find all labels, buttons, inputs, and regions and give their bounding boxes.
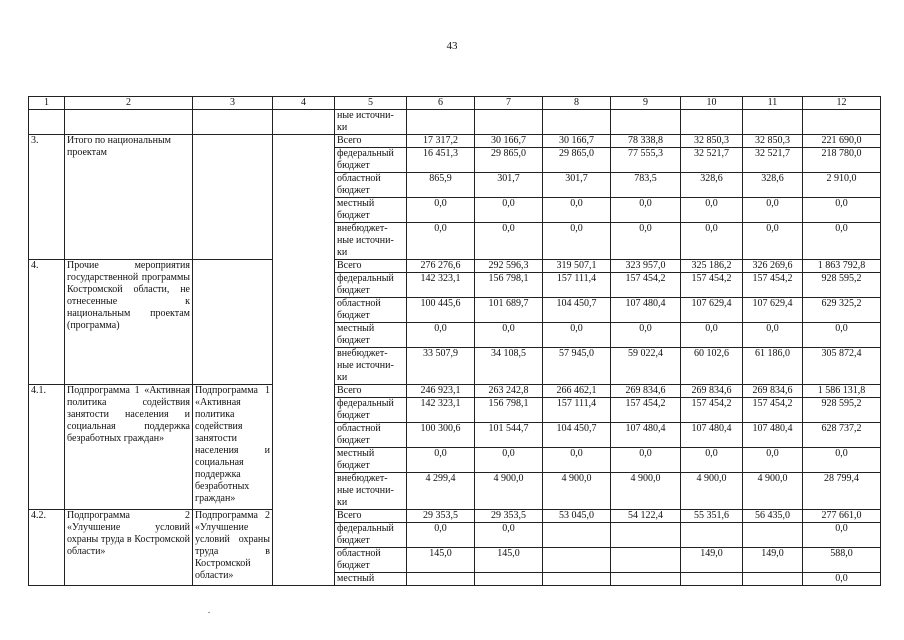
value-cell: 292 596,3 bbox=[475, 260, 543, 273]
value-cell: 28 799,4 bbox=[803, 473, 881, 510]
value-cell bbox=[681, 523, 743, 548]
table-body bbox=[29, 110, 881, 586]
value-cell: 32 850,3 bbox=[681, 135, 743, 148]
value-cell: 328,6 bbox=[743, 173, 803, 198]
value-cell bbox=[543, 110, 611, 135]
value-cell: 928 595,2 bbox=[803, 273, 881, 298]
value-cell: 301,7 bbox=[475, 173, 543, 198]
value-cell: 4 900,0 bbox=[681, 473, 743, 510]
column-4-cell bbox=[273, 135, 335, 586]
value-cell: 107 480,4 bbox=[611, 298, 681, 323]
value-cell: 30 166,7 bbox=[543, 135, 611, 148]
col-header: 10 bbox=[681, 97, 743, 110]
value-cell: 60 102,6 bbox=[681, 348, 743, 385]
value-cell: 61 186,0 bbox=[743, 348, 803, 385]
name-cell: Подпрограмма 1 «Активная политика содействия занятости населения и социальная поддержка безработных граждан» bbox=[65, 385, 193, 510]
row-index-cell: 4.2. bbox=[29, 510, 65, 586]
value-cell: 29 353,5 bbox=[407, 510, 475, 523]
value-cell: 157 111,4 bbox=[543, 398, 611, 423]
funding-source-cell: областной бюджет bbox=[335, 173, 407, 198]
executor-cell: Подпрограмма 2 «Улучшение условий охраны труда в Костромской области» bbox=[193, 510, 273, 586]
executor-cell bbox=[193, 260, 273, 385]
value-cell: 156 798,1 bbox=[475, 273, 543, 298]
value-cell: 4 900,0 bbox=[743, 473, 803, 510]
value-cell: 301,7 bbox=[543, 173, 611, 198]
value-cell bbox=[543, 548, 611, 573]
value-cell: 0,0 bbox=[803, 198, 881, 223]
col-header: 3 bbox=[193, 97, 273, 110]
value-cell: 0,0 bbox=[611, 323, 681, 348]
value-cell: 269 834,6 bbox=[611, 385, 681, 398]
value-cell: 57 945,0 bbox=[543, 348, 611, 385]
name-cell bbox=[65, 110, 193, 135]
value-cell: 157 454,2 bbox=[743, 398, 803, 423]
value-cell: 157 454,2 bbox=[611, 398, 681, 423]
col-header: 6 bbox=[407, 97, 475, 110]
value-cell bbox=[743, 573, 803, 586]
value-cell: 277 661,0 bbox=[803, 510, 881, 523]
value-cell: 100 445,6 bbox=[407, 298, 475, 323]
value-cell bbox=[611, 573, 681, 586]
value-cell: 218 780,0 bbox=[803, 148, 881, 173]
value-cell: 145,0 bbox=[407, 548, 475, 573]
value-cell: 0,0 bbox=[743, 223, 803, 260]
table-row bbox=[29, 135, 881, 148]
value-cell: 34 108,5 bbox=[475, 348, 543, 385]
value-cell bbox=[743, 523, 803, 548]
value-cell: 0,0 bbox=[543, 448, 611, 473]
value-cell: 104 450,7 bbox=[543, 298, 611, 323]
value-cell: 145,0 bbox=[475, 548, 543, 573]
name-cell: Прочие мероприятия государственной программы Костромской области, не отнесенные к национальным проектам (программа) bbox=[65, 260, 193, 385]
col-header: 2 bbox=[65, 97, 193, 110]
value-cell: 4 900,0 bbox=[611, 473, 681, 510]
value-cell: 4 900,0 bbox=[543, 473, 611, 510]
funding-source-cell: Всего bbox=[335, 385, 407, 398]
table-row bbox=[29, 385, 881, 398]
value-cell bbox=[407, 573, 475, 586]
value-cell: 0,0 bbox=[475, 448, 543, 473]
value-cell: 4 299,4 bbox=[407, 473, 475, 510]
value-cell: 2 910,0 bbox=[803, 173, 881, 198]
value-cell: 142 323,1 bbox=[407, 398, 475, 423]
value-cell bbox=[681, 573, 743, 586]
value-cell: 0,0 bbox=[475, 323, 543, 348]
value-cell: 56 435,0 bbox=[743, 510, 803, 523]
funding-source-cell: внебюджет- ные источни- ки bbox=[335, 348, 407, 385]
value-cell: 628 737,2 bbox=[803, 423, 881, 448]
value-cell: 865,9 bbox=[407, 173, 475, 198]
value-cell: 276 276,6 bbox=[407, 260, 475, 273]
value-cell: 157 454,2 bbox=[681, 398, 743, 423]
funding-source-cell: внебюджет- ные источни- ки bbox=[335, 223, 407, 260]
col-header: 4 bbox=[273, 97, 335, 110]
value-cell: 149,0 bbox=[743, 548, 803, 573]
value-cell: 29 865,0 bbox=[475, 148, 543, 173]
value-cell: 0,0 bbox=[407, 523, 475, 548]
value-cell: 0,0 bbox=[611, 198, 681, 223]
value-cell: 1 863 792,8 bbox=[803, 260, 881, 273]
value-cell: 0,0 bbox=[543, 223, 611, 260]
value-cell: 107 629,4 bbox=[681, 298, 743, 323]
name-cell: Итого по национальным проектам bbox=[65, 135, 193, 260]
value-cell: 266 462,1 bbox=[543, 385, 611, 398]
value-cell: 157 111,4 bbox=[543, 273, 611, 298]
value-cell: 263 242,8 bbox=[475, 385, 543, 398]
value-cell: 0,0 bbox=[681, 448, 743, 473]
budget-table bbox=[28, 96, 881, 586]
value-cell: 29 865,0 bbox=[543, 148, 611, 173]
executor-cell bbox=[193, 135, 273, 260]
value-cell: 0,0 bbox=[475, 523, 543, 548]
value-cell: 0,0 bbox=[407, 198, 475, 223]
value-cell: 629 325,2 bbox=[803, 298, 881, 323]
name-cell: Подпрограмма 2 «Улучшение условий охраны труда в Костромской области» bbox=[65, 510, 193, 586]
value-cell: 157 454,2 bbox=[681, 273, 743, 298]
funding-source-cell: местный бюджет bbox=[335, 448, 407, 473]
executor-cell: Подпрограмма 1 «Активная политика содействия занятости населения и социальная поддержка безработных граждан» bbox=[193, 385, 273, 510]
row-index-cell bbox=[29, 110, 65, 135]
value-cell: 30 166,7 bbox=[475, 135, 543, 148]
funding-source-cell: федеральный бюджет bbox=[335, 148, 407, 173]
value-cell: 246 923,1 bbox=[407, 385, 475, 398]
row-index-cell: 3. bbox=[29, 135, 65, 260]
value-cell: 0,0 bbox=[611, 448, 681, 473]
value-cell: 0,0 bbox=[803, 573, 881, 586]
value-cell bbox=[475, 573, 543, 586]
column-number-row bbox=[29, 97, 881, 110]
column-4-cell bbox=[273, 110, 335, 135]
value-cell: 54 122,4 bbox=[611, 510, 681, 523]
funding-source-cell: Всего bbox=[335, 260, 407, 273]
value-cell: 107 480,4 bbox=[611, 423, 681, 448]
value-cell: 77 555,3 bbox=[611, 148, 681, 173]
funding-source-cell: местный бюджет bbox=[335, 323, 407, 348]
funding-source-cell: Всего bbox=[335, 135, 407, 148]
value-cell bbox=[407, 110, 475, 135]
value-cell bbox=[743, 110, 803, 135]
value-cell: 269 834,6 bbox=[681, 385, 743, 398]
value-cell: 55 351,6 bbox=[681, 510, 743, 523]
value-cell: 269 834,6 bbox=[743, 385, 803, 398]
value-cell: 107 480,4 bbox=[743, 423, 803, 448]
value-cell: 32 850,3 bbox=[743, 135, 803, 148]
col-header: 11 bbox=[743, 97, 803, 110]
value-cell: 157 454,2 bbox=[611, 273, 681, 298]
value-cell: 328,6 bbox=[681, 173, 743, 198]
value-cell: 0,0 bbox=[743, 198, 803, 223]
value-cell bbox=[681, 110, 743, 135]
funding-source-cell: федеральный бюджет bbox=[335, 523, 407, 548]
value-cell: 0,0 bbox=[543, 323, 611, 348]
value-cell: 0,0 bbox=[407, 448, 475, 473]
value-cell: 32 521,7 bbox=[743, 148, 803, 173]
value-cell: 101 544,7 bbox=[475, 423, 543, 448]
value-cell: 32 521,7 bbox=[681, 148, 743, 173]
value-cell: 0,0 bbox=[743, 323, 803, 348]
col-header: 1 bbox=[29, 97, 65, 110]
value-cell: 4 900,0 bbox=[475, 473, 543, 510]
funding-source-cell: федеральный бюджет bbox=[335, 273, 407, 298]
value-cell: 142 323,1 bbox=[407, 273, 475, 298]
col-header: 5 bbox=[335, 97, 407, 110]
value-cell: 0,0 bbox=[611, 223, 681, 260]
value-cell: 588,0 bbox=[803, 548, 881, 573]
value-cell: 0,0 bbox=[475, 223, 543, 260]
value-cell: 107 480,4 bbox=[681, 423, 743, 448]
col-header: 12 bbox=[803, 97, 881, 110]
table-row bbox=[29, 260, 881, 273]
value-cell: 221 690,0 bbox=[803, 135, 881, 148]
row-index-cell: 4. bbox=[29, 260, 65, 385]
funding-source-cell: внебюджет- ные источни- ки bbox=[335, 473, 407, 510]
col-header: 8 bbox=[543, 97, 611, 110]
scan-speck bbox=[208, 612, 210, 613]
funding-source-cell: областной бюджет bbox=[335, 548, 407, 573]
page-number: 43 bbox=[446, 40, 458, 52]
value-cell: 0,0 bbox=[543, 198, 611, 223]
value-cell: 1 586 131,8 bbox=[803, 385, 881, 398]
row-index-cell: 4.1. bbox=[29, 385, 65, 510]
value-cell bbox=[611, 548, 681, 573]
value-cell: 0,0 bbox=[681, 323, 743, 348]
funding-source-cell: областной бюджет bbox=[335, 298, 407, 323]
value-cell: 0,0 bbox=[681, 223, 743, 260]
value-cell: 59 022,4 bbox=[611, 348, 681, 385]
value-cell bbox=[543, 573, 611, 586]
col-header: 9 bbox=[611, 97, 681, 110]
value-cell: 319 507,1 bbox=[543, 260, 611, 273]
value-cell: 783,5 bbox=[611, 173, 681, 198]
value-cell: 157 454,2 bbox=[743, 273, 803, 298]
value-cell: 0,0 bbox=[407, 323, 475, 348]
value-cell bbox=[475, 110, 543, 135]
value-cell: 29 353,5 bbox=[475, 510, 543, 523]
value-cell: 100 300,6 bbox=[407, 423, 475, 448]
value-cell: 149,0 bbox=[681, 548, 743, 573]
value-cell: 107 629,4 bbox=[743, 298, 803, 323]
value-cell: 0,0 bbox=[475, 198, 543, 223]
col-header: 7 bbox=[475, 97, 543, 110]
value-cell: 16 451,3 bbox=[407, 148, 475, 173]
funding-source-cell: ные источни- ки bbox=[335, 110, 407, 135]
table-header bbox=[29, 97, 881, 110]
funding-source-cell: федеральный бюджет bbox=[335, 398, 407, 423]
value-cell: 17 317,2 bbox=[407, 135, 475, 148]
value-cell: 104 450,7 bbox=[543, 423, 611, 448]
value-cell: 101 689,7 bbox=[475, 298, 543, 323]
value-cell bbox=[543, 523, 611, 548]
value-cell: 0,0 bbox=[803, 323, 881, 348]
value-cell: 0,0 bbox=[803, 523, 881, 548]
funding-source-cell: местный бюджет bbox=[335, 198, 407, 223]
funding-source-cell: местный bbox=[335, 573, 407, 586]
value-cell: 326 269,6 bbox=[743, 260, 803, 273]
value-cell: 325 186,2 bbox=[681, 260, 743, 273]
value-cell: 0,0 bbox=[803, 223, 881, 260]
value-cell: 323 957,0 bbox=[611, 260, 681, 273]
table-row bbox=[29, 510, 881, 523]
value-cell bbox=[611, 523, 681, 548]
value-cell: 0,0 bbox=[743, 448, 803, 473]
table-row bbox=[29, 110, 881, 135]
value-cell bbox=[803, 110, 881, 135]
executor-cell bbox=[193, 110, 273, 135]
value-cell: 53 045,0 bbox=[543, 510, 611, 523]
value-cell: 0,0 bbox=[681, 198, 743, 223]
value-cell: 33 507,9 bbox=[407, 348, 475, 385]
value-cell: 0,0 bbox=[407, 223, 475, 260]
value-cell bbox=[611, 110, 681, 135]
value-cell: 156 798,1 bbox=[475, 398, 543, 423]
value-cell: 78 338,8 bbox=[611, 135, 681, 148]
value-cell: 305 872,4 bbox=[803, 348, 881, 385]
value-cell: 928 595,2 bbox=[803, 398, 881, 423]
funding-source-cell: областной бюджет bbox=[335, 423, 407, 448]
value-cell: 0,0 bbox=[803, 448, 881, 473]
funding-source-cell: Всего bbox=[335, 510, 407, 523]
